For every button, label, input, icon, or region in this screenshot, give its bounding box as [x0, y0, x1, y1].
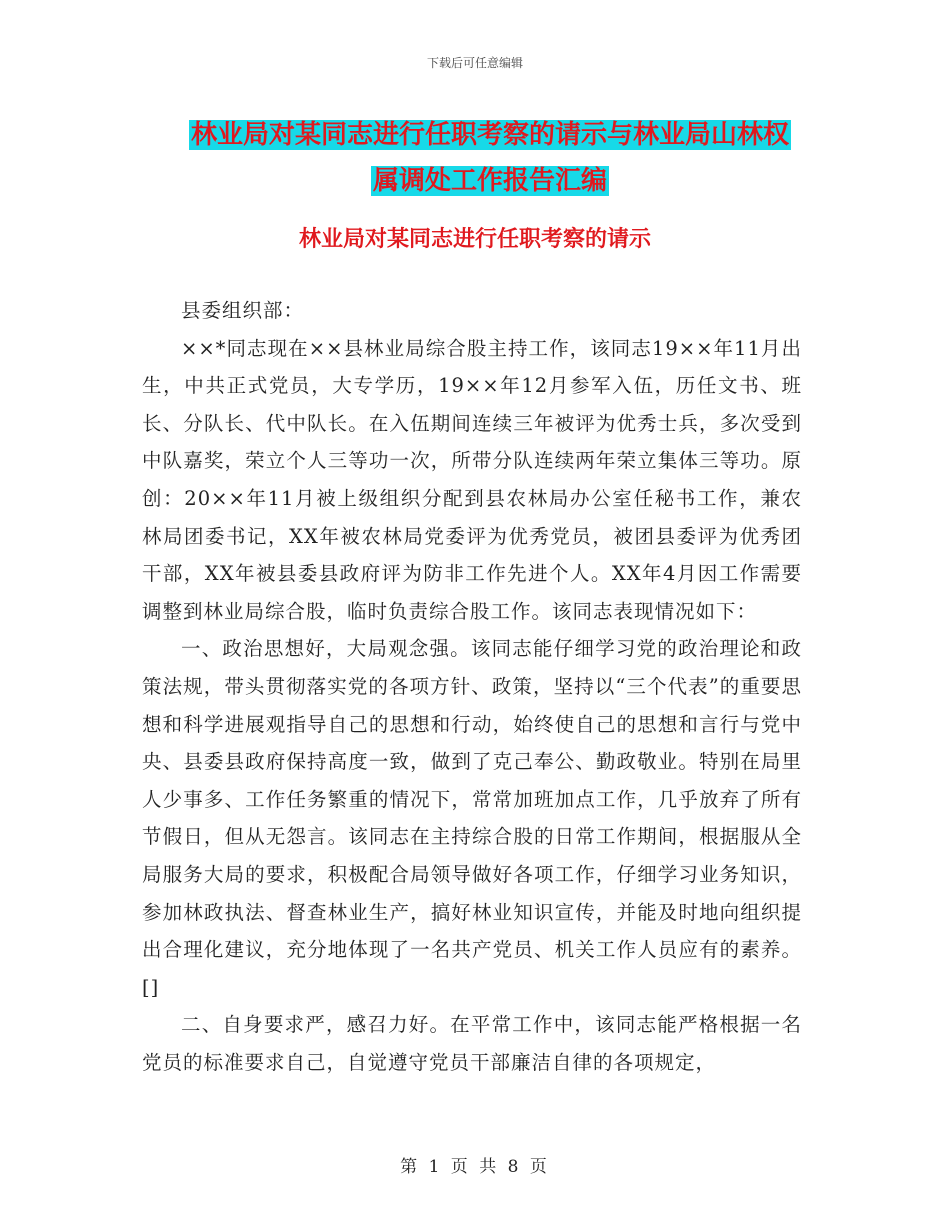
salutation: 县委组织部：: [181, 299, 305, 322]
header-note: 下载后可任意编辑: [426, 56, 523, 70]
document-title: [140, 112, 840, 204]
paragraph-intro: ××*同志现在××县林业局综合股主持工作，该同志19××年11月出生，中共正式党员，大专学历，19××年12月参军入伍，历任文书、班长、分队长、代中队长。在入伍期间连续三年被评为优秀士兵，多次受到中队嘉奖，荣立个人三等功一次，所带分队连续两年荣立集体三等功。原创：20××年11月被上级组织分配到县农林局办公室任秘书工作，兼农林局团委书记，XX年被农林局党委评为优秀党员，被团县委评为优秀团干部，XX年被县委县政府评为防非工作先进个人。XX年4月因工作需要调整到林业局综合股，临时负责综合股工作。该同志表现情况如下：: [142, 336, 802, 623]
paragraph-political: 一、政治思想好，大局观念强。该同志能仔细学习党的政治理论和政策法规，带头贯彻落实党的各项方针、政策，坚持以“三个代表”的重要思想和科学进展观指导自己的思想和行动，始终使自己的思想和言行与党中央、县委县政府保持高度一致，做到了克己奉公、勤政敬业。特别在局里人少事多、工作任务繁重的情况下，常常加班加点工作，几乎放弃了所有节假日，但从无怨言。该同志在主持综合股的日常工作期间，根据服从全局服务大局的要求，积极配合局领导做好各项工作，仔细学习业务知识，参加林政执法、督查林业生产，搞好林业知识宣传，并能及时地向组织提出合理化建议，充分地体现了一名共产党员、机关工作人员应有的素养。[]: [142, 637, 802, 999]
document-title-line-1: 林业局对某同志进行任职考察的请示与林业局山林权: [190, 120, 789, 150]
document-title-line-2: 属调处工作报告汇编: [372, 166, 607, 196]
paragraph-self-discipline: 二、自身要求严，感召力好。在平常工作中，该同志能严格根据一名党员的标准要求自己，自觉遵守党员干部廉洁自律的各项规定，: [142, 1013, 802, 1074]
document-body: [142, 292, 802, 1081]
section-title: 林业局对某同志进行任职考察的请示: [298, 226, 651, 252]
page-indicator: 第 1 页 共 8 页: [400, 1157, 550, 1177]
